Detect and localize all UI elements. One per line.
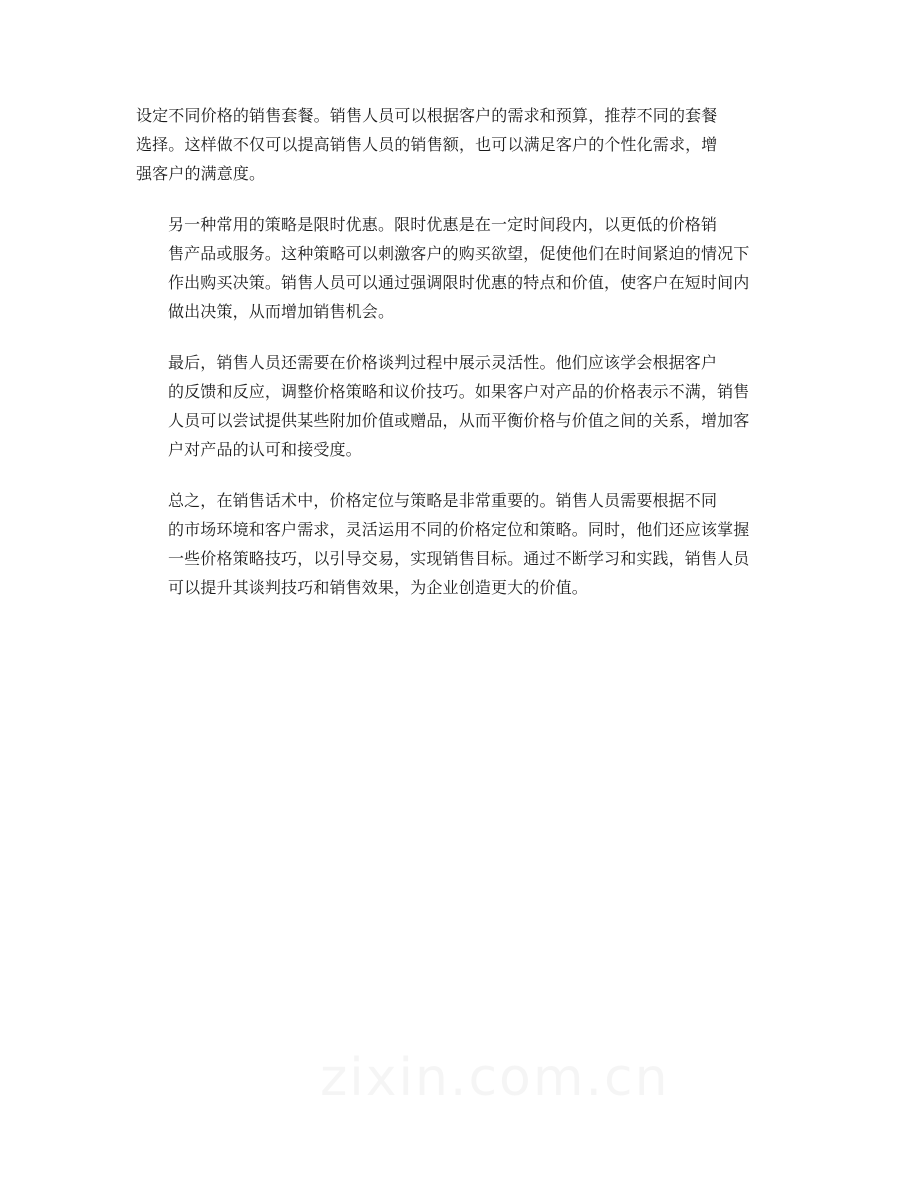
text-line: 做出决策，从而增加销售机会。 xyxy=(168,302,395,321)
document-body xyxy=(136,101,786,624)
watermark xyxy=(320,1048,670,1108)
paragraph xyxy=(136,101,786,188)
text-line: 强客户的满意度。 xyxy=(136,164,266,183)
text-line: 可以提升其谈判技巧和销售效果，为企业创造更大的价值。 xyxy=(168,578,588,597)
text-line: 售产品或服务。这种策略可以刺激客户的购买欲望，促使他们在时间紧迫的情况下 xyxy=(168,244,750,263)
paragraph xyxy=(136,348,786,464)
text-line: 的反馈和反应，调整价格策略和议价技巧。如果客户对产品的价格表示不满，销售 xyxy=(168,382,750,401)
text-line: 人员可以尝试提供某些附加价值或赠品，从而平衡价格与价值之间的关系，增加客 xyxy=(168,411,750,430)
paragraph xyxy=(136,210,786,326)
paragraph xyxy=(136,486,786,602)
text-line: 的市场环境和客户需求，灵活运用不同的价格定位和策略。同时，他们还应该掌握 xyxy=(168,520,750,539)
text-line: 选择。这样做不仅可以提高销售人员的销售额，也可以满足客户的个性化需求，增 xyxy=(136,135,718,154)
text-line: 一些价格策略技巧，以引导交易，实现销售目标。通过不断学习和实践，销售人员 xyxy=(168,549,750,568)
text-line: 作出购买决策。销售人员可以通过强调限时优惠的特点和价值，使客户在短时间内 xyxy=(168,273,750,292)
text-line: 户对产品的认可和接受度。 xyxy=(168,440,362,459)
text-line: 设定不同价格的销售套餐。销售人员可以根据客户的需求和预算，推荐不同的套餐 xyxy=(136,106,718,125)
text-line: 另一种常用的策略是限时优惠。限时优惠是在一定时间段内，以更低的价格销 xyxy=(168,215,718,234)
text-line: 最后，销售人员还需要在价格谈判过程中展示灵活性。他们应该学会根据客户 xyxy=(168,353,718,372)
text-line: 总之，在销售话术中，价格定位与策略是非常重要的。销售人员需要根据不同 xyxy=(168,491,718,510)
